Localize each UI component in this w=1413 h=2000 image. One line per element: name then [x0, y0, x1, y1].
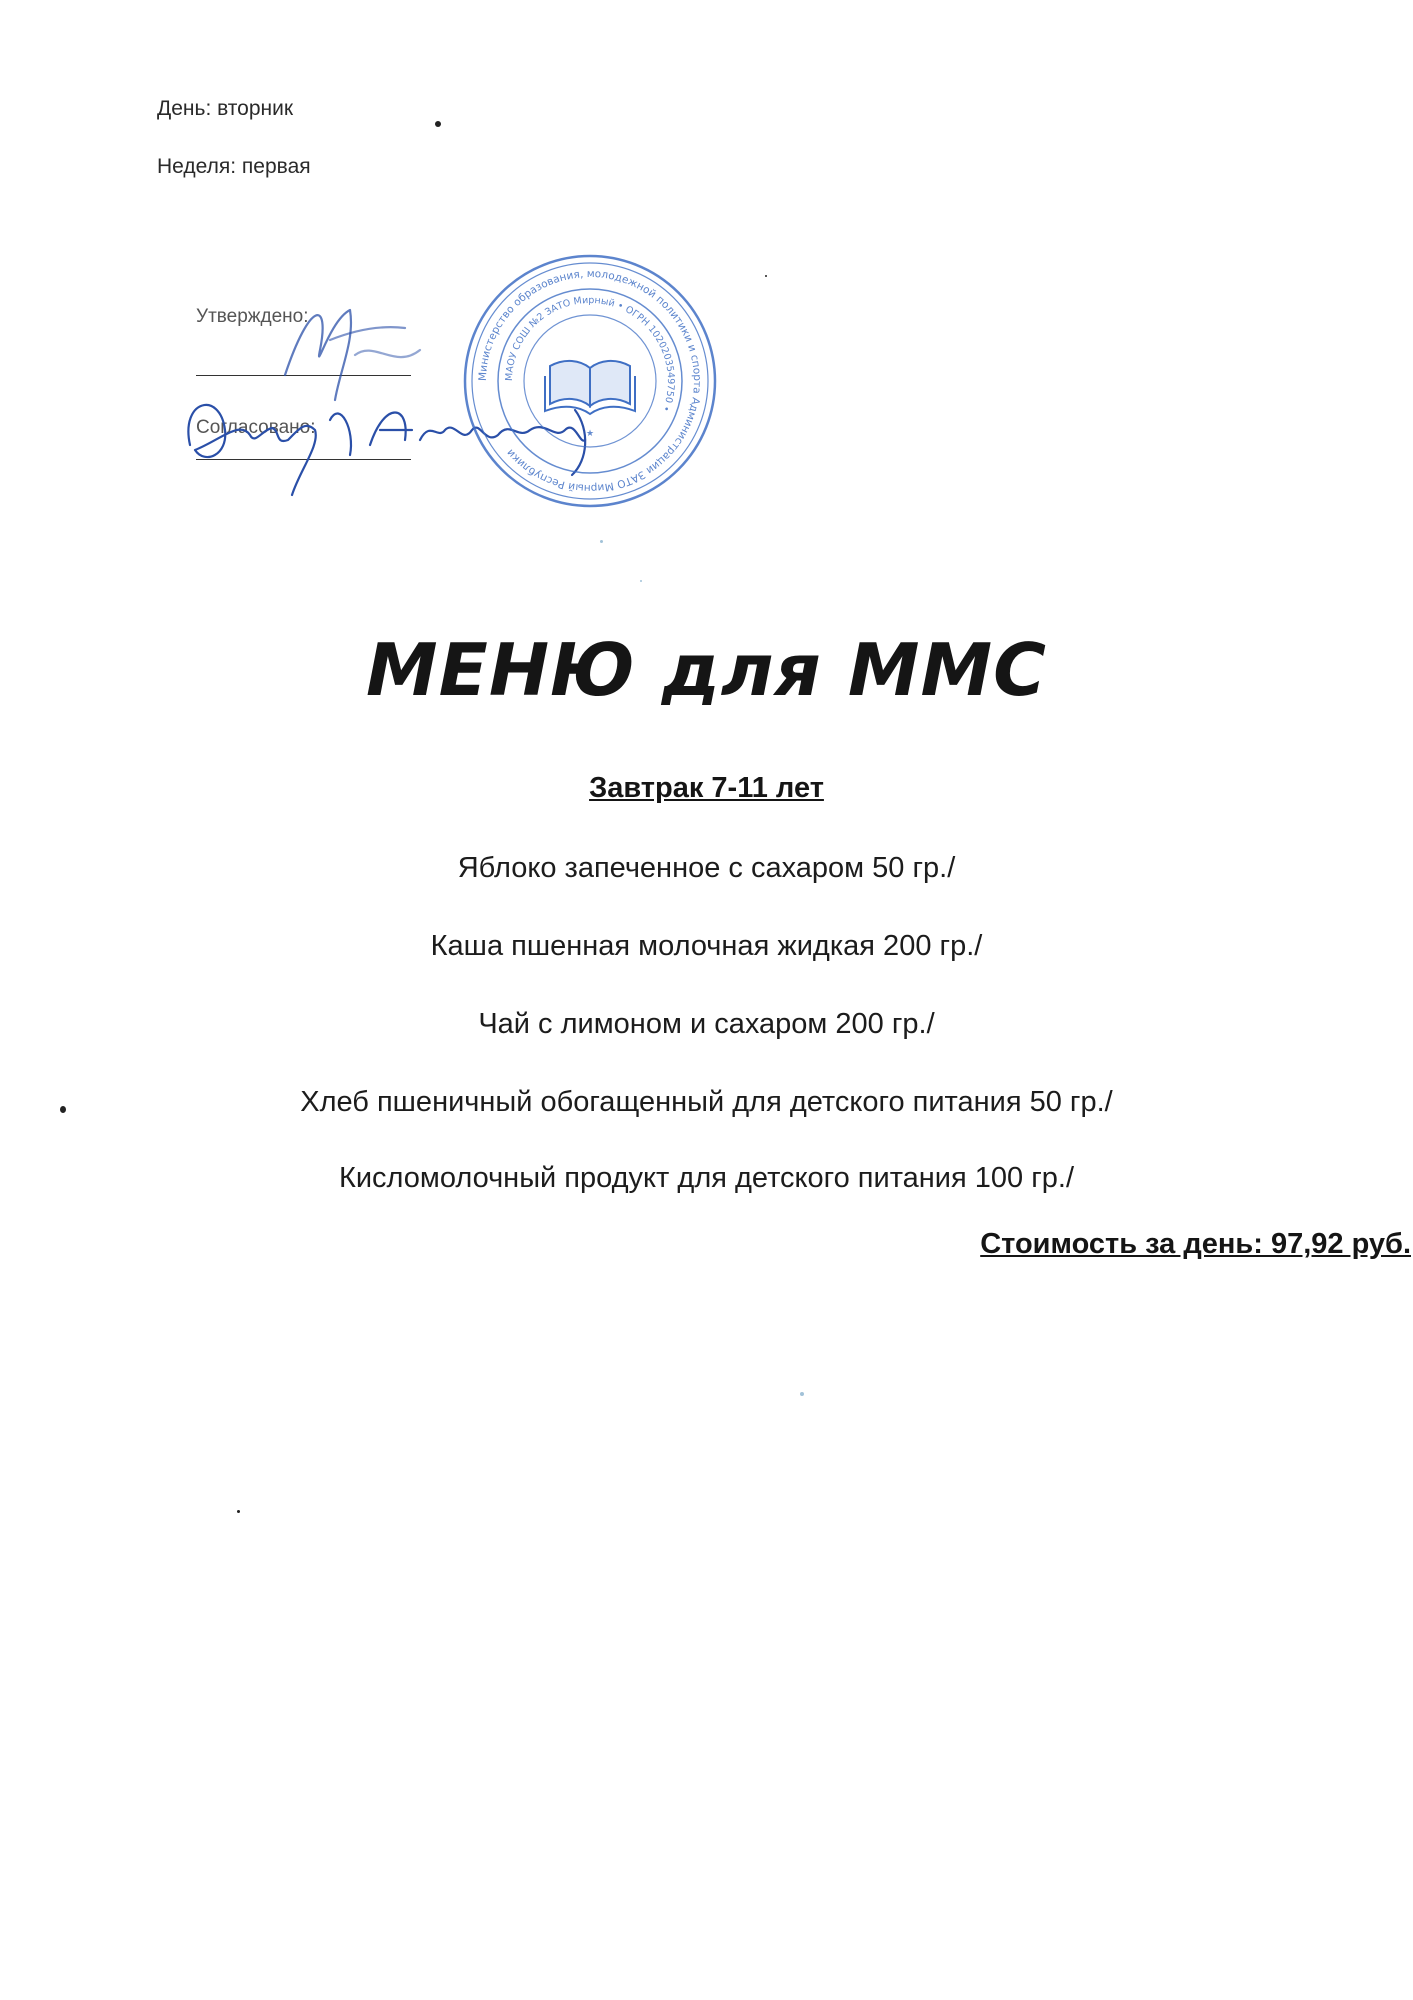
week-label: Неделя: первая [157, 155, 311, 178]
agreed-label: Согласовано: [196, 417, 316, 438]
menu-title: МЕНЮ для ММС [366, 628, 1047, 712]
scan-speck [800, 1392, 804, 1396]
menu-item: Хлеб пшеничный обогащенный для детского питания 50 гр./ [300, 1086, 1113, 1118]
menu-item: Чай с лимоном и сахаром 200 гр./ [478, 1008, 935, 1040]
svg-text:Министерство образования, моло: Министерство образования, молодежной политики и спорта Администрации ЗАТО Мирный Республики [476, 267, 704, 495]
meal-heading: Завтрак 7-11 лет [589, 772, 824, 804]
book-icon [545, 361, 635, 414]
svg-text:МАОУ СОШ №2 ЗАТО Мирный • ОГРН: МАОУ СОШ №2 ЗАТО Мирный • ОГРН 1020203549750 • [503, 294, 677, 414]
menu-item: Кисломолочный продукт для детского питания 100 гр./ [338, 1162, 1075, 1194]
scan-speck [435, 121, 441, 127]
menu-item: Каша пшенная молочная жидкая 200 гр./ [430, 930, 983, 962]
scan-speck [765, 275, 767, 277]
scan-speck [237, 1510, 240, 1513]
scan-speck [600, 540, 603, 543]
official-stamp [455, 246, 725, 516]
day-label: День: вторник [157, 97, 294, 120]
svg-text:★: ★ [585, 429, 595, 439]
scan-speck [640, 580, 642, 582]
scan-speck [60, 1106, 66, 1113]
menu-item: Яблоко запеченное с сахаром 50 гр./ [457, 852, 956, 884]
daily-cost-total: Стоимость за день: 97,92 руб. [980, 1228, 1411, 1260]
approved-label: Утверждено: [196, 306, 309, 327]
